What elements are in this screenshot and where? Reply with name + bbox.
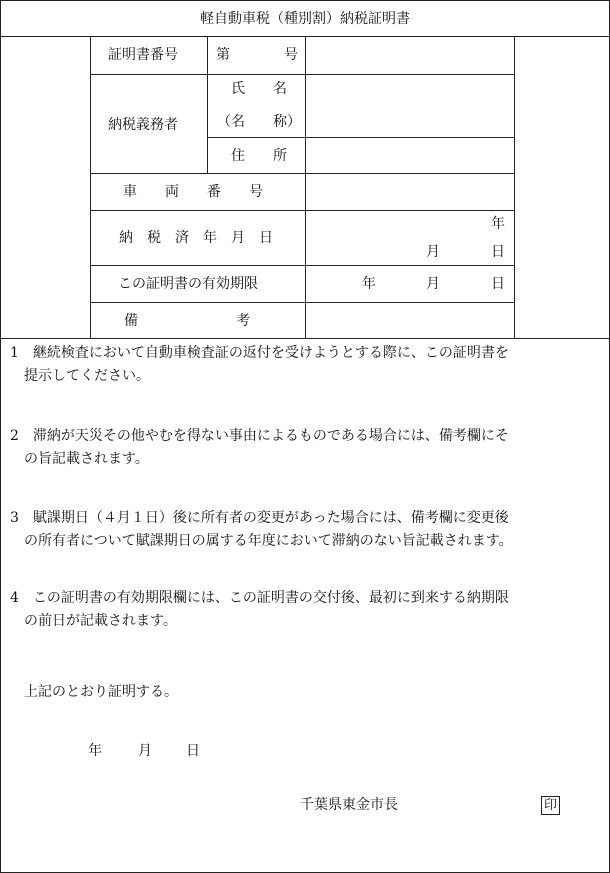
note-number: 3 [10, 510, 19, 526]
note-2-line1: 2 滞納が天災その他やむを得ない事由によるものである場合には、備考欄にそ [10, 428, 509, 444]
note-1 [10, 342, 602, 388]
address-value[interactable] [306, 138, 513, 172]
vehicle-number-value[interactable] [306, 174, 513, 209]
taxpayer-label: 納税義務者 [108, 117, 178, 133]
validity-day: 日 [491, 276, 505, 292]
seal-mark: 印 [541, 796, 560, 815]
rule-cert-mid [207, 36, 208, 173]
paid-date-month: 月 [426, 244, 440, 260]
note-3-line2: の所有者について賦課期日の属する年度において滞納のない旨記載されます。 [24, 533, 513, 549]
address-label: 住 所 [231, 148, 287, 164]
note-4 [10, 587, 602, 633]
name-label-alt: （名 称） [217, 114, 301, 130]
note-2-line2: の旨記載されます。 [24, 451, 149, 467]
issuer-name: 千葉県東金市長 [300, 797, 398, 813]
rule-paid-bottom [90, 265, 514, 266]
note-number: 1 [10, 345, 19, 361]
rule-table-left [90, 36, 91, 338]
rule-table-right [514, 36, 515, 338]
name-label: 氏 名 [231, 81, 287, 97]
remarks-label: 備 考 [124, 313, 250, 329]
cert-go-label: 号 [284, 47, 298, 63]
paid-date-day: 日 [491, 244, 505, 260]
cert-number-value[interactable] [306, 37, 513, 73]
note-4-line2: の前日が記載されます。 [24, 613, 177, 629]
note-number: 2 [10, 428, 19, 444]
vehicle-number-label: 車 両 番 号 [123, 184, 263, 200]
cert-dai-label: 第 [216, 47, 230, 63]
cert-number-label: 証明書番号 [108, 47, 178, 63]
note-3-line1: 3 賦課期日（４月１日）後に所有者の変更があった場合には、備考欄に変更後 [10, 510, 509, 526]
note-1-line1: 1 継続検査において自動車検査証の返付を受けようとする際に、この証明書を [10, 345, 509, 361]
note-number: 4 [10, 590, 19, 606]
paid-date-label: 納 税 済 年 月 日 [119, 230, 273, 246]
rule-table-bottom [0, 338, 610, 339]
name-value[interactable] [306, 75, 513, 136]
issue-date-day: 日 [186, 743, 200, 759]
paid-date-year: 年 [491, 216, 505, 232]
validity-month: 月 [426, 276, 440, 292]
note-4-line1: 4 この証明書の有効期限欄には、この証明書の交付後、最初に到来する納期限 [10, 590, 509, 606]
note-3 [10, 507, 602, 553]
validity-year: 年 [362, 276, 376, 292]
note-1-line2: 提示してください。 [24, 368, 150, 384]
issue-date-month: 月 [138, 743, 152, 759]
rule-vehicle-bottom [90, 210, 514, 211]
certify-text: 上記のとおり証明する。 [24, 684, 178, 700]
validity-label: この証明書の有効期限 [118, 276, 258, 292]
issue-date-year: 年 [88, 743, 102, 759]
remarks-value[interactable] [306, 303, 513, 337]
note-2 [10, 425, 602, 471]
page-title: 軽自動車税（種別割）納税証明書 [200, 11, 410, 27]
